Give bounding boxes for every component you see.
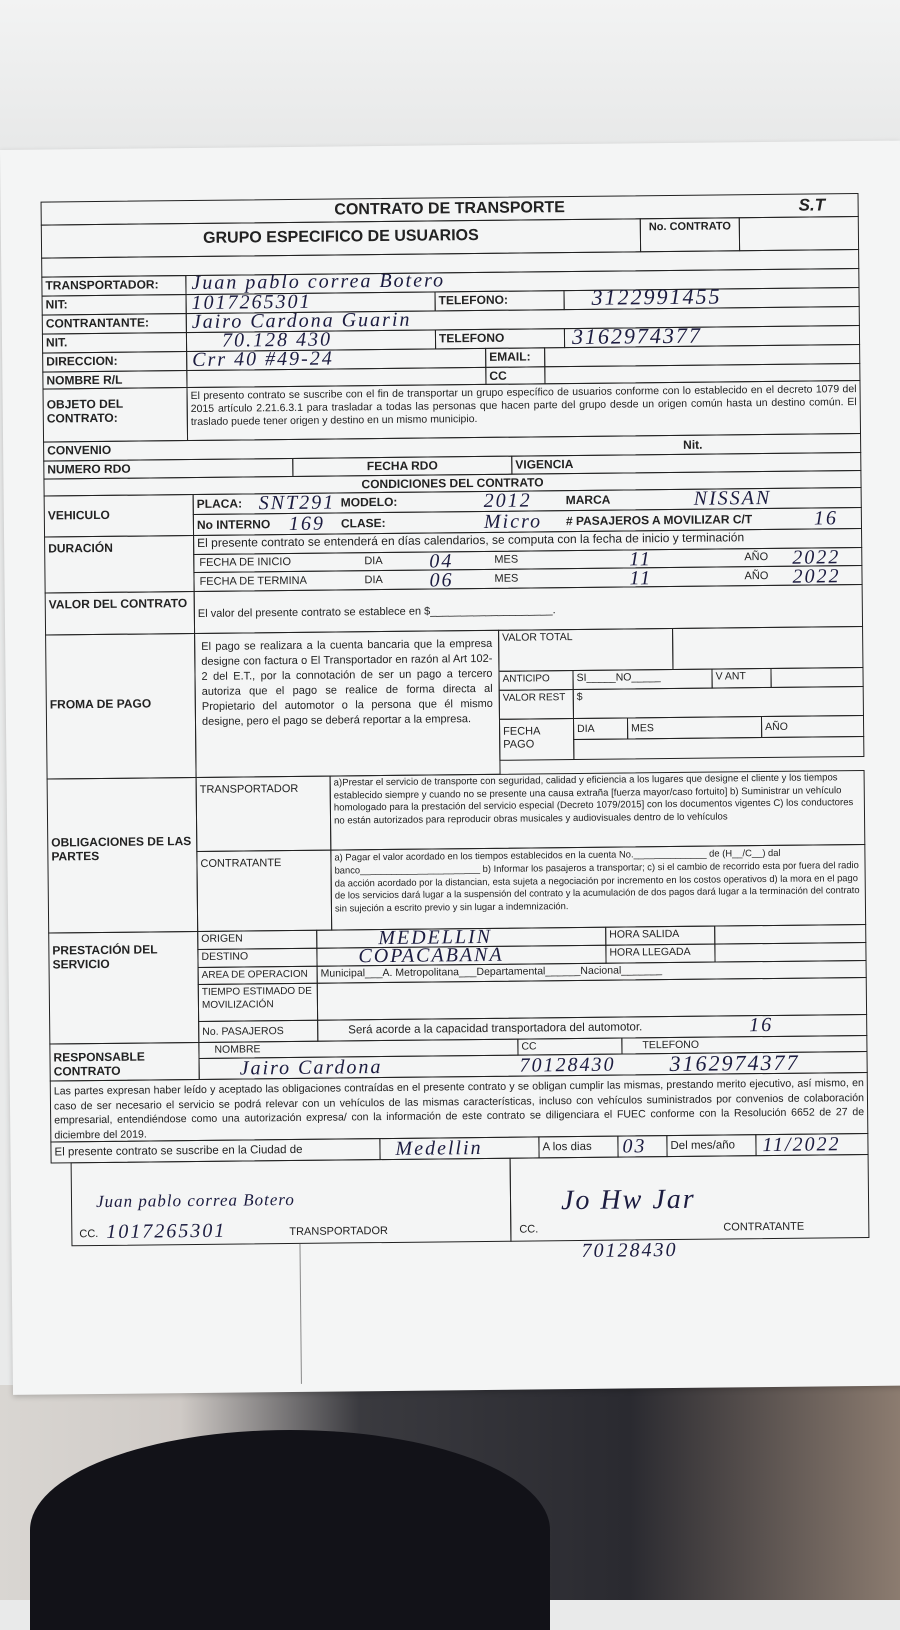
nombre-rl-label: NOMBRE R/L (42, 370, 187, 390)
valor-rest-label: VALOR REST (499, 689, 574, 720)
telefono-contratante-label: TELEFONO (435, 328, 565, 349)
valor-total-label: VALOR TOTAL (498, 628, 673, 672)
obligaciones-label: OBLIGACIONES DE LAS PARTES (47, 777, 199, 934)
destino-value: COPACABANA (358, 943, 504, 968)
firma-transportador: Juan pablo correa Botero (95, 1189, 295, 1212)
subtitle: GRUPO ESPECIFICO DE USUARIOS (41, 218, 641, 258)
duracion-label: DURACIÓN (44, 535, 195, 594)
fin-dia-value: 06 (429, 569, 454, 592)
inicio-mes-value: 11 (629, 548, 652, 571)
ob-contratante-label: CONTRATANTE (196, 850, 332, 932)
ob-transportador-text: a)Prestar el servicio de transporte con seguridad, calidad y eficiencia a los lugares que designe el cliente y los tiempos establecido siempre y cuando no se presente una causa extraña [fuerza mayor/caso fortuito] b) Suministrar un vehículo homologado para la prestación del servicio especial (Decreto 1079/2015] con los documentos vigentes C) los conductores no están autorizados para reproducir obras musicales y audiovisuales dentro de lo vehículos (330, 770, 866, 851)
ob-contratante-text: a) Pagar el valor acordado en los tiempos establecidos en la cuenta No.______________ de (H__/C__) dal banco_______________________ b) Informar los pasajeros a transportar; c) si el cambio de recorrido esta por fuera del radio da acción acordado por la distancian, esta sujeta a negociación por incremento en los costos operativos d) la mora en el pago de los servicios dará lugar a la suspensión del contrato y la acumulación de dos pagos dará lugar a la terminación del contrato sin sujeción a escrito previo y sin lugar a indemnización. (330, 844, 866, 931)
fecha-termina-label: FECHA DE TERMINA (199, 574, 307, 588)
destino-label: DESTINO (197, 948, 317, 968)
origen-label: ORIGEN (197, 930, 317, 950)
hora-salida-label: HORA SALIDA (605, 926, 715, 946)
a-los-dias-label: A los dias (538, 1136, 618, 1159)
ob-transportador-label: TRANSPORTADOR (196, 776, 332, 852)
origen-value: MEDELLIN (378, 925, 493, 950)
nit-contratante-label: NIT. (42, 332, 187, 354)
pago-mes-label: MES (627, 716, 762, 739)
direccion-value: Crr 40 #49-24 (192, 347, 334, 371)
contract-paper (0, 141, 900, 1395)
pago-ano-label: AÑO (761, 715, 864, 738)
v-ant-label: V ANT (711, 668, 771, 689)
responsable-tel-value: 3162974377 (669, 1049, 800, 1077)
transportador-value: Juan pablo correa Botero (191, 269, 446, 295)
fecha-pago-field (573, 736, 864, 760)
responsable-cc-value: 70128430 (519, 1053, 616, 1077)
convenio-label: CONVENIO (43, 433, 861, 462)
modelo-value: 2012 (483, 489, 532, 512)
fin-ano-label: AÑO (744, 569, 769, 583)
capacidad-text: Será acorde a la capacidad transportadora del automotor. (317, 1014, 867, 1042)
duracion-text: El presente contrato se entenderá en días calendarios, se computa con la fecha de inicio y terminación (193, 528, 862, 555)
area-options: Municipal___A. Metropolitana___Departamental______Nacional_______ (317, 960, 867, 984)
inicio-ano-value: 2022 (792, 546, 841, 569)
valor-contrato-label: VALOR DEL CONTRATO (45, 591, 195, 636)
no-contrato-field (739, 216, 859, 251)
tiempo-label: TIEMPO ESTIMADO DE MOVILIZACIÓN (198, 983, 318, 1022)
objeto-label: OBJETO DEL CONTRATO: (43, 387, 189, 443)
valor-contrato-text: El valor del presente contrato se establece en $____________________. (194, 584, 863, 634)
inicio-dia-value: 04 (429, 550, 454, 573)
declaracion-text: Las partes expresan haber leído y aceptado las obligaciones contraídas en el presente contrato y se obligan cumplir las mismas, prestando merito ejecutivo, así mismo, en caso de ser necesario el servicio se podrá relevar con un vehículos de las mismas características, incluso con vehículos suministrados por convenios de colaboración empresarial, entendiéndose como una autorización expresa/ con la información de este contrato se diligenciara el FUEC conforme con la Resolución 6652 de 27 de diciembre del 2019. (50, 1072, 869, 1143)
cc-contratante-value: 70128430 (581, 1238, 678, 1262)
no-interno-label: No INTERNO (196, 517, 271, 532)
responsable-telefono-label: TELEFONO (621, 1035, 867, 1055)
responsable-label: RESPONSABLE CONTRATO (49, 1042, 199, 1082)
cc-contratante-label: CC. (519, 1223, 539, 1236)
anticipo-label: ANTICIPO (498, 670, 573, 691)
v-ant-field (770, 667, 863, 688)
objeto-text: El presento contrato se suscribe con el fin de transportar un grupo específico de usuarios conforme con lo establecido en el decreto 1079 del 2015 artículo 2.21.6.3.1 para trasladar a todas las personas que hacen parte del grupo desde un origen común hasta un destino común. El traslado puede tener origen y destino en un mismo municipio. (186, 380, 861, 441)
cc-transportador-value: 1017265301 (106, 1219, 227, 1243)
transportador-label: TRANSPORTADOR: (41, 275, 186, 297)
shoe (30, 1430, 550, 1630)
inicio-ano-label: AÑO (744, 550, 769, 564)
nit-contratante-value: 70.128 430 (221, 328, 333, 352)
transportador-sig-label: TRANSPORTADOR (289, 1224, 389, 1239)
company-logo: S.T (798, 195, 826, 215)
no-interno-value: 169 (288, 512, 326, 535)
nit-label: NIT: (42, 294, 187, 316)
hora-llegada-label: HORA LLEGADA (605, 944, 715, 964)
del-mes-label: Del mes/año (666, 1134, 756, 1157)
marca-label: MARCA (565, 492, 611, 508)
pasajeros-label: # PASAJEROS A MOVILIZAR C/T (565, 512, 753, 529)
prestacion-label: PRESTACIÓN DEL SERVICIO (48, 931, 199, 1045)
condiciones-heading: CONDICIONES DEL CONTRATO (43, 470, 861, 497)
marca-value: NISSAN (693, 486, 772, 510)
fin-ano-value: 2022 (792, 565, 841, 588)
placa-value: SNT291 (258, 491, 336, 515)
contratante-value: Jairo Cardona Guarin (191, 308, 412, 334)
cc-transportador-label: CC. (79, 1228, 99, 1241)
telefono-label: TELEFONO: (435, 290, 565, 311)
fin-mes-label: MES (494, 572, 519, 585)
pasajeros-value: 16 (813, 507, 839, 530)
vehiculo-label: VEHICULO (44, 494, 194, 538)
contratante-sig-label: CONTRATANTE (723, 1220, 805, 1234)
nombre-label: NOMBRE (198, 1039, 518, 1059)
valor-total-field (672, 626, 863, 670)
ciudad-label: El presente contrato se suscribe en la Ciudad de (50, 1138, 380, 1163)
contract-form (41, 193, 870, 1262)
fecha-rdo-label: FECHA RDO (292, 456, 512, 477)
inicio-mes-label: MES (494, 553, 519, 566)
no-pasajeros-value: 16 (749, 1013, 774, 1037)
title-text: CONTRATO DE TRANSPORTE (334, 199, 565, 219)
fecha-inicio-label: FECHA DE INICIO (199, 555, 292, 569)
fold-line (299, 1244, 301, 1384)
forma-pago-label: FROMA DE PAGO (45, 633, 197, 780)
modelo-label: MODELO: (340, 494, 398, 510)
convenio-nit-label: Nit. (683, 437, 703, 452)
nit-value: 1017265301 (191, 290, 312, 315)
responsable-cc-label: CC (517, 1038, 622, 1056)
telefono-value: 3122991455 (591, 283, 722, 310)
fin-mes-value: 11 (629, 567, 653, 590)
fecha-pago-label: FECHA PAGO (499, 718, 574, 761)
fin-dia-label: DIA (364, 574, 383, 587)
clase-value: Micro (483, 510, 543, 533)
inicio-dia-label: DIA (364, 555, 383, 568)
responsable-nombre-value: Jairo Cardona (239, 1056, 383, 1080)
placa-label: PLACA: (196, 496, 243, 511)
telefono-contratante-value: 3162974377 (571, 322, 703, 350)
pago-dia-label: DIA (573, 717, 628, 740)
firma-contratante: Jo Hw Jar (560, 1183, 696, 1217)
direccion-label: DIRECCION: (42, 351, 187, 373)
numero-rdo-label: NUMERO RDO (43, 458, 293, 480)
ciudad-value: Medellin (395, 1137, 483, 1160)
forma-pago-text: El pago se realizara a la cuenta bancaria que la empresa designe con factura o El Transportador en razón al Art 102-2 del E.T., por la connotación de ser un pago a tercero autoriza que el pago se realice de forma directa al Propietario del automotor o la persona que él mismo designe, pero el pago se deberá reportar a la empresa. (194, 630, 501, 778)
contratante-label: CONTRANTANTE: (42, 313, 187, 335)
clase-label: CLASE: (340, 515, 386, 531)
vigencia-label: VIGENCIA (511, 452, 861, 475)
email-label: EMAIL: (485, 347, 545, 368)
no-pasajeros-label: No. PASAJEROS (198, 1020, 318, 1043)
mes-ano-value: 11/2022 (762, 1133, 841, 1157)
area-label: AREA DE OPERACION (198, 966, 318, 985)
valor-rest-field: $ (573, 686, 864, 719)
dia-value: 03 (622, 1135, 647, 1158)
no-contrato-label: No. CONTRATO (640, 217, 740, 252)
cc-label: CC (485, 366, 545, 385)
anticipo-si-no: SI_____NO_____ (572, 669, 712, 690)
